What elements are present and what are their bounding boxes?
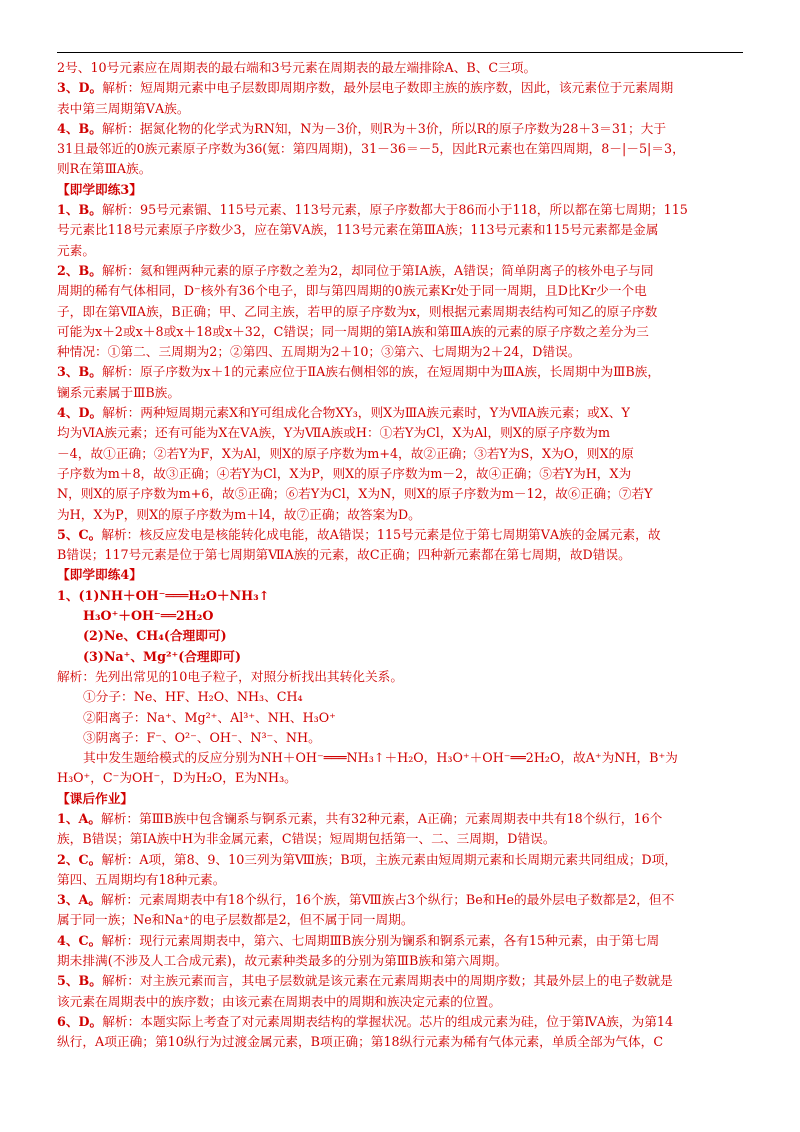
text-line: [57, 403, 747, 423]
text-line: [57, 586, 747, 606]
text-line: [57, 647, 747, 667]
line-text: 种情况：①第二、三周期为2；②第四、五周期为2＋10；③第六、七周期为2＋24，D错误。: [57, 344, 581, 360]
line-text: 属于同一族；Ne和Na⁺的电子层数都是2，但不属于同一周期。: [57, 912, 414, 928]
text-line: [57, 444, 747, 464]
line-text: 为H，X为P，则X的原子序数为m＋l4，故⑦正确；故答案为D。: [57, 506, 421, 522]
line-text: －4，故①正确；②若Y为F，X为Al，则X的原子序数为m+4，故②正确；③若Y为S，X为O，则X的原: [57, 445, 634, 461]
text-line: [57, 119, 747, 139]
line-text: 纵行，A项正确；第10纵行为过渡金属元素，B项正确；第18纵行元素为稀有气体元素，单质全部为气体，C: [57, 1034, 664, 1050]
text-line: [57, 809, 747, 829]
text-line: [57, 910, 747, 930]
line-text: 解析：原子序数为x＋1的元素应位于ⅡA族右侧相邻的族，在短周期中为ⅢA族，长周期中为ⅢB族，: [101, 364, 661, 380]
line-text: 其中发生题给模式的反应分别为NH＋OH⁻═══NH₃↑＋H₂O，H₃O⁺＋OH⁻══2H₂O，故A⁺为NH，B⁺为: [83, 750, 678, 766]
line-text: 1、(1)NH＋OH⁻═══H₂O＋NH₃↑: [57, 587, 270, 603]
line-text: H₃O⁺，C⁻为OH⁻，D为H₂O，E为NH₃。: [57, 770, 297, 786]
text-line: [57, 322, 747, 342]
text-line: [57, 768, 747, 788]
answer-number: 3、D。: [57, 80, 103, 96]
answer-number: 5、C。: [57, 526, 102, 542]
text-line: [57, 220, 747, 240]
answer-number: 1、B。: [57, 202, 102, 218]
text-line: [57, 139, 747, 159]
text-line: [57, 302, 747, 322]
answer-number: 4、C。: [57, 932, 102, 948]
text-line: [57, 728, 747, 748]
line-text: N，则X的原子序数为m+6，故⑤正确；⑥若Y为Cl，X为N，则X的原子序数为m－12，故⑥正确；⑦若Y: [57, 486, 653, 502]
text-line: [57, 971, 747, 991]
answer-number: 3、A。: [57, 892, 102, 908]
line-text: 号元素比118号元素原子序数少3，应在第ⅤA族，113号元素在第ⅢA族；113号元素和115号元素都是金属: [57, 222, 659, 238]
line-text: 镧系元素属于ⅢB族。: [57, 384, 181, 400]
answer-text-body: [57, 58, 747, 1053]
text-line: [57, 992, 747, 1012]
text-line: [57, 951, 747, 971]
line-text: B错误；117号元素是位于第七周期第ⅦA族的元素，故C正确；四种新元素都在第七周期，故D错误。: [57, 547, 631, 563]
line-text: 解析：两种短周期元素X和Y可组成化合物XY₃，则X为ⅢA族元素时，Y为ⅦA族元素；或X、Y: [102, 405, 630, 421]
line-text: 解析：第ⅢB族中包含镧系与锕系元素，共有32种元素，A正确；元素周期表中共有18个纵行，16个: [101, 810, 663, 826]
text-line: [57, 78, 747, 98]
line-text: 元素。: [57, 242, 96, 258]
answer-number: 3、B。: [57, 364, 102, 380]
line-text: H₃O⁺＋OH⁻══2H₂O: [83, 608, 214, 624]
text-line: [57, 1032, 747, 1052]
line-text: ②阳离子：Na⁺、Mg²⁺、Al³⁺、NH、H₃O⁺: [83, 709, 336, 725]
line-text: 解析：95号元素镅、115号元素、113号元素，原子序数都大于86而小于118，所以都在第七周期；115: [101, 202, 688, 218]
text-line: [57, 99, 747, 119]
text-line: [57, 423, 747, 443]
answer-number: 2、B。: [57, 262, 102, 278]
answer-number: 5、B。: [57, 973, 102, 989]
line-text: (2)Ne、CH₄(合理即可): [83, 628, 227, 644]
text-line: [57, 505, 747, 525]
line-text: 解析：A项，第8、9、10三列为第Ⅷ族；B项，主族元素由短周期元素和长周期元素共同组成；D项，: [101, 851, 678, 867]
text-line: [57, 890, 747, 910]
line-text: ①分子：Ne、HF、H₂O、NH₃、CH₄: [83, 689, 303, 705]
text-line: [57, 626, 747, 646]
text-line: [57, 464, 747, 484]
answer-number: 2、C。: [57, 851, 102, 867]
answer-number: 6、D。: [57, 1013, 103, 1029]
line-text: 解析：氦和锂两种元素的原子序数之差为2，却同位于第ⅠA族，A错误；简单阴离子的核外电子与同: [101, 262, 654, 278]
text-line: [57, 870, 747, 890]
line-text: 解析：短周期元素中电子层数即周期序数，最外层电子数即主族的族序数，因此，该元素位于元素周期: [102, 80, 674, 96]
line-text: 解析：核反应发电是核能转化成电能，故A错误；115号元素是位于第七周期第ⅤA族的金属元素，故: [101, 526, 661, 542]
line-text: 可能为x＋2或x＋8或x＋18或x＋32，C错误；同一周期的第ⅠA族和第ⅢA族的元素的原子序数之差分为三: [57, 323, 649, 339]
line-text: 31且最邻近的0族元素原子序数为36(氪：第四周期)，31－36＝－5，因此R元素也在第四周期，8－|－5|＝3，: [57, 141, 685, 157]
text-line: [57, 748, 747, 768]
line-text: 【即学即练3】: [57, 181, 142, 197]
line-text: 第四、五周期均有18种元素。: [57, 871, 226, 887]
line-text: ③阴离子：F⁻、O²⁻、OH⁻、N³⁻、NH。: [83, 729, 321, 745]
answer-number: 4、D。: [57, 405, 103, 421]
text-line: [57, 383, 747, 403]
text-line: [57, 850, 747, 870]
text-line: [57, 687, 747, 707]
line-text: 该元素在周期表中的族序数；由该元素在周期表中的周期和族决定元素的位置。: [57, 993, 502, 1009]
text-line: [57, 484, 747, 504]
text-line: [57, 58, 747, 78]
line-text: 子序数为m＋8，故③正确；④若Y为Cl，X为P，则X的原子序数为m－2，故④正确；⑤若Y为H，X为: [57, 465, 632, 481]
text-line: [57, 565, 747, 585]
line-text: 解析：本题实际上考查了对元素周期表结构的掌握状况。芯片的组成元素为硅，位于第ⅣA族，为第14: [102, 1013, 674, 1029]
line-text: (3)Na⁺、Mg²⁺(合理即可): [83, 648, 241, 664]
line-text: 解析：对主族元素而言，其电子层数就是该元素在元素周期表中的周期序数；其最外层上的电子数就是: [101, 973, 673, 989]
text-line: [57, 180, 747, 200]
text-line: [57, 362, 747, 382]
text-line: [57, 1012, 747, 1032]
line-text: 族，B错误；第ⅠA族中H为非金属元素，C错误；短周期包括第一、二、三周期，D错误。: [57, 831, 556, 847]
header-rule: [57, 52, 743, 53]
line-text: 表中第三周期第ⅤA族。: [57, 100, 190, 116]
line-text: 子，即在第ⅦA族，B正确；甲、乙同主族，若甲的原子序数为x，则根据元素周期表结构可知乙的原子序数: [57, 303, 658, 319]
line-text: 则R在第ⅢA族。: [57, 161, 152, 177]
text-line: [57, 789, 747, 809]
line-text: 解析：现行元素周期表中，第六、七周期ⅢB族分别为镧系和锕系元素，各有15种元素，由于第七周: [101, 932, 660, 948]
text-line: [57, 931, 747, 951]
text-line: [57, 708, 747, 728]
line-text: 解析：据氮化物的化学式为RN知，N为－3价，则R为＋3价，所以R的原子序数为28＋3＝31；大于: [101, 120, 667, 136]
line-text: 解析：先列出常见的10电子粒子，对照分析找出其转化关系。: [57, 668, 404, 684]
line-text: 【即学即练4】: [57, 567, 142, 583]
text-line: [57, 342, 747, 362]
line-text: 解析：元素周期表中有18个纵行，16个族，第Ⅷ族占3个纵行；Be和He的最外层电子数都是2，但不: [101, 892, 675, 908]
line-text: 2号、10号元素应在周期表的最右端和3号元素在周期表的最左端排除A、B、C三项。: [57, 60, 537, 75]
text-line: [57, 241, 747, 261]
text-line: [57, 606, 747, 626]
line-text: 期未排满(不涉及人工合成元素)，故元素种类最多的分别为第ⅢB族和第六周期。: [57, 953, 508, 969]
answer-number: 1、A。: [57, 810, 102, 826]
text-line: [57, 261, 747, 281]
text-line: [57, 545, 747, 565]
line-text: 均为ⅥA族元素；还有可能为X在ⅤA族，Y为ⅦA族或H：①若Y为Cl，X为Al，则X的原子序数为m: [57, 425, 611, 441]
line-text: 【课后作业】: [57, 790, 134, 806]
text-line: [57, 159, 747, 179]
text-line: [57, 667, 747, 687]
text-line: [57, 525, 747, 545]
answer-number: 4、B。: [57, 120, 102, 136]
line-text: 周期的稀有气体相同，D⁻核外有36个电子，即与第四周期的0族元素Kr处于同一周期，且D比Kr少一个电: [57, 283, 647, 299]
text-line: [57, 281, 747, 301]
text-line: [57, 829, 747, 849]
text-line: [57, 200, 747, 220]
